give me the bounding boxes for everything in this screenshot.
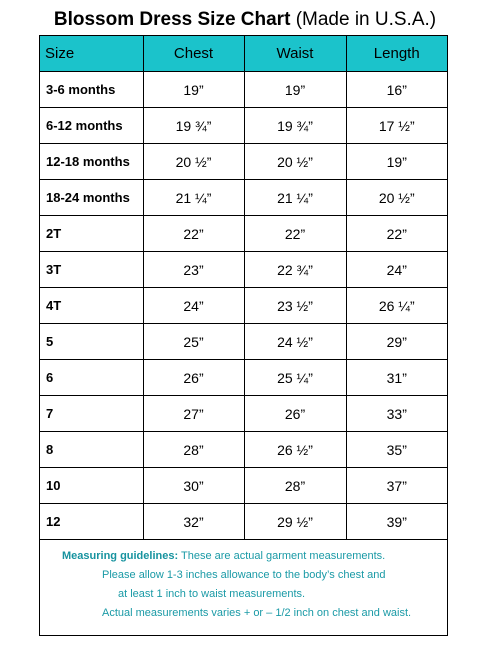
length-cell: 29” (346, 324, 447, 360)
waist-cell: 19” (244, 72, 346, 108)
size-cell: 2T (40, 216, 143, 252)
table-row (40, 72, 447, 108)
guidelines-line-1 (40, 547, 447, 566)
length-cell: 16” (346, 72, 447, 108)
table-row (40, 324, 447, 360)
length-cell: 19” (346, 144, 447, 180)
waist-cell: 29 ½” (244, 504, 346, 540)
length-cell: 26 ¼” (346, 288, 447, 324)
length-cell: 24” (346, 252, 447, 288)
size-cell: 8 (40, 432, 143, 468)
table-row (40, 432, 447, 468)
guidelines-line-4: Actual measurements varies + or – 1/2 inch on chest and waist. (102, 607, 412, 619)
length-cell: 37” (346, 468, 447, 504)
table-row (40, 180, 447, 216)
measuring-guidelines (40, 547, 447, 623)
length-cell: 31” (346, 360, 447, 396)
length-cell: 17 ½” (346, 108, 447, 144)
size-cell: 6-12 months (40, 108, 143, 144)
waist-cell: 23 ½” (244, 288, 346, 324)
chest-cell: 19” (143, 72, 244, 108)
size-cell: 3-6 months (40, 72, 143, 108)
chest-cell: 27” (143, 396, 244, 432)
chest-cell: 22” (143, 216, 244, 252)
guidelines-label: Measuring guidelines: (62, 550, 179, 562)
chest-cell: 19 ¾” (143, 108, 244, 144)
chest-cell: 28” (143, 432, 244, 468)
size-table (40, 36, 447, 540)
page-title (0, 8, 490, 32)
chest-cell: 30” (143, 468, 244, 504)
waist-cell: 24 ½” (244, 324, 346, 360)
size-cell: 6 (40, 360, 143, 396)
waist-cell: 25 ¼” (244, 360, 346, 396)
length-cell: 35” (346, 432, 447, 468)
chest-cell: 21 ¼” (143, 180, 244, 216)
table-body (40, 72, 447, 540)
header-chest: Chest (143, 36, 244, 72)
length-cell: 20 ½” (346, 180, 447, 216)
table-row (40, 504, 447, 540)
table-row (40, 360, 447, 396)
chest-cell: 24” (143, 288, 244, 324)
size-cell: 3T (40, 252, 143, 288)
table-row (40, 216, 447, 252)
size-cell: 18-24 months (40, 180, 143, 216)
guidelines-line-1-text: These are actual garment measurements. (181, 550, 386, 562)
waist-cell: 21 ¼” (244, 180, 346, 216)
table-row (40, 288, 447, 324)
guidelines-line-2: Please allow 1-3 inches allowance to the body’s chest and (102, 569, 386, 581)
table-row (40, 108, 447, 144)
waist-cell: 19 ¾” (244, 108, 346, 144)
title-main: Blossom Dress Size Chart (53, 9, 291, 30)
title-origin: (Made in U.S.A.) (295, 9, 437, 30)
size-chart (39, 35, 448, 636)
table-row (40, 252, 447, 288)
chest-cell: 25” (143, 324, 244, 360)
table-row (40, 144, 447, 180)
chest-cell: 23” (143, 252, 244, 288)
header-waist: Waist (244, 36, 346, 72)
waist-cell: 22” (244, 216, 346, 252)
waist-cell: 20 ½” (244, 144, 346, 180)
length-cell: 22” (346, 216, 447, 252)
waist-cell: 28” (244, 468, 346, 504)
chest-cell: 20 ½” (143, 144, 244, 180)
table-header-row (40, 36, 447, 72)
size-cell: 5 (40, 324, 143, 360)
guidelines-line-3: at least 1 inch to waist measurements. (118, 588, 306, 600)
size-cell: 12 (40, 504, 143, 540)
table-row (40, 468, 447, 504)
waist-cell: 22 ¾” (244, 252, 346, 288)
waist-cell: 26 ½” (244, 432, 346, 468)
length-cell: 33” (346, 396, 447, 432)
header-length: Length (346, 36, 447, 72)
table-row (40, 396, 447, 432)
length-cell: 39” (346, 504, 447, 540)
chest-cell: 26” (143, 360, 244, 396)
chest-cell: 32” (143, 504, 244, 540)
header-size: Size (40, 36, 143, 72)
size-cell: 10 (40, 468, 143, 504)
size-cell: 4T (40, 288, 143, 324)
size-cell: 12-18 months (40, 144, 143, 180)
waist-cell: 26” (244, 396, 346, 432)
size-cell: 7 (40, 396, 143, 432)
